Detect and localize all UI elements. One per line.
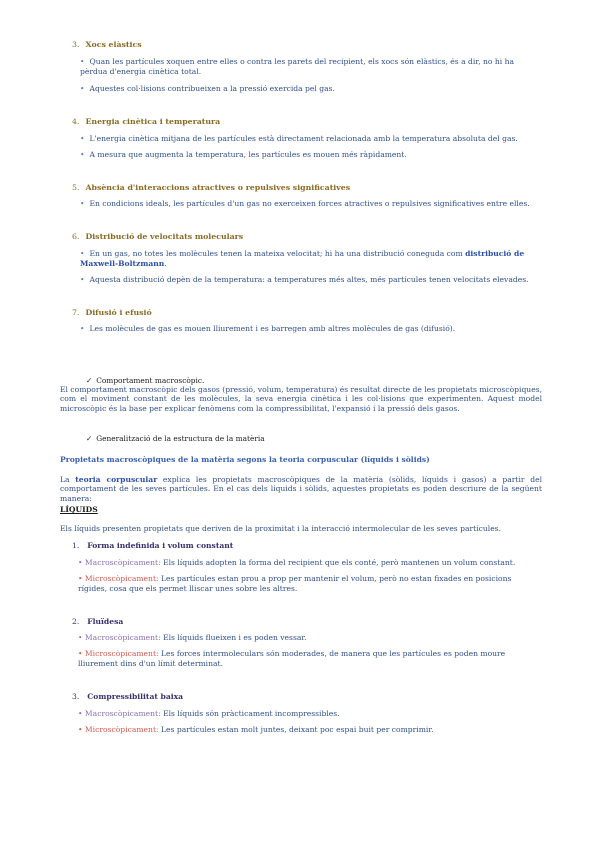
list-item: • Macroscòpicament: Els líquids són pràcticament incompressibles. — [78, 709, 340, 718]
check-icon: ✓ — [86, 434, 93, 443]
list-item: • Les molècules de gas es mouen lliurement i es barregen amb altres molècules de gas (difusió). — [80, 324, 456, 333]
liquid-item-title: 2. Fluïdesa — [72, 617, 124, 626]
liquids-title: LÍQUIDS — [60, 505, 98, 514]
list-item: • Quan les partícules xoquen entre elles o contra les parets del recipient, els xocs són elàstics, és a dir, no hi ha pèrdua d'energia cinètica total. — [80, 57, 514, 76]
list-item: • A mesura que augmenta la temperatura, les partícules es mouen més ràpidament. — [80, 150, 407, 159]
teoria-paragraph: La teoria corpuscular explica les propietats macroscòpiques de la matèria (sòlids, líquids i gasos) a partir del comportament de les seves partícules. En el cas dels líquids i sòlids, aquestes propietats es poden descriure de la següent manera: — [60, 475, 542, 503]
list-item: • En un gas, no totes les molècules tenen la mateixa velocitat; hi ha una distribució coneguda com distribució de Maxwell-Boltzmann. — [80, 249, 525, 268]
checklist-heading: ✓ Generalització de la estructura de la matèria — [86, 434, 265, 443]
liquids-intro: Els líquids presenten propietats que deriven de la proximitat i la interacció intermolecular de les seves partícules. — [60, 524, 501, 533]
section-3-title: 3. Xocs elàstics — [72, 40, 142, 49]
macro-paragraph: El comportament macroscòpic dels gasos (pressió, volum, temperatura) és resultat directe de les propietats microscòpiques, com el moviment constant de les molècules, la seva energia cinètica i les col·lisions que experimenten. Aquest model microscòpic és la base per explicar fenòmens com la compressibilitat, l'expansió i la pressió dels gasos. — [60, 385, 542, 413]
list-item: • Aquesta distribució depèn de la temperatura: a temperatures més altes, més partícules tenen velocitats elevades. — [80, 275, 529, 284]
list-item: • Macroscòpicament: Els líquids flueixen i es poden vessar. — [78, 633, 307, 642]
list-item: • Macroscòpicament: Els líquids adopten la forma del recipient que els conté, però mantenen un volum constant. — [78, 558, 516, 567]
section-5-title: 5. Absència d'interaccions atractives o repulsives significatives — [72, 183, 351, 192]
list-item: • Aquestes col·lisions contribueixen a la pressió exercida pel gas. — [80, 84, 335, 93]
subheading: Propietats macroscòpiques de la matèria segons la teoria corpuscular (líquids i sòlids) — [60, 455, 430, 464]
list-item: • L'energia cinètica mitjana de les partícules està directament relacionada amb la temperatura absoluta del gas. — [80, 134, 518, 143]
list-item: • Microscòpicament: Les partícules estan molt juntes, deixant poc espai buit per comprimir. — [78, 725, 434, 734]
list-item: • Microscòpicament: Les forces intermoleculars són moderades, de manera que les partícules es poden moure lliurement dins d'un límit determinat. — [78, 649, 506, 668]
section-7-title: 7. Difusió i efusió — [72, 308, 152, 317]
liquid-item-title: 3. Compressibilitat baixa — [72, 692, 184, 701]
liquid-item-title: 1. Forma indefinida i volum constant — [72, 541, 234, 550]
check-icon: ✓ — [86, 376, 93, 385]
section-6-title: 6. Distribució de velocitats moleculars — [72, 232, 244, 241]
list-item: • Microscòpicament: Les partícules estan prou a prop per mantenir el volum, però no estan fixades en posicions rígides, cosa que els permet lliscar unes sobre les altres. — [78, 574, 512, 593]
list-item: • En condicions ideals, les partícules d'un gas no exerceixen forces atractives o repulsives significatives entre elles. — [80, 199, 530, 208]
checklist-heading: ✓ Comportament macroscòpic. — [86, 376, 205, 385]
section-4-title: 4. Energia cinètica i temperatura — [72, 117, 221, 126]
